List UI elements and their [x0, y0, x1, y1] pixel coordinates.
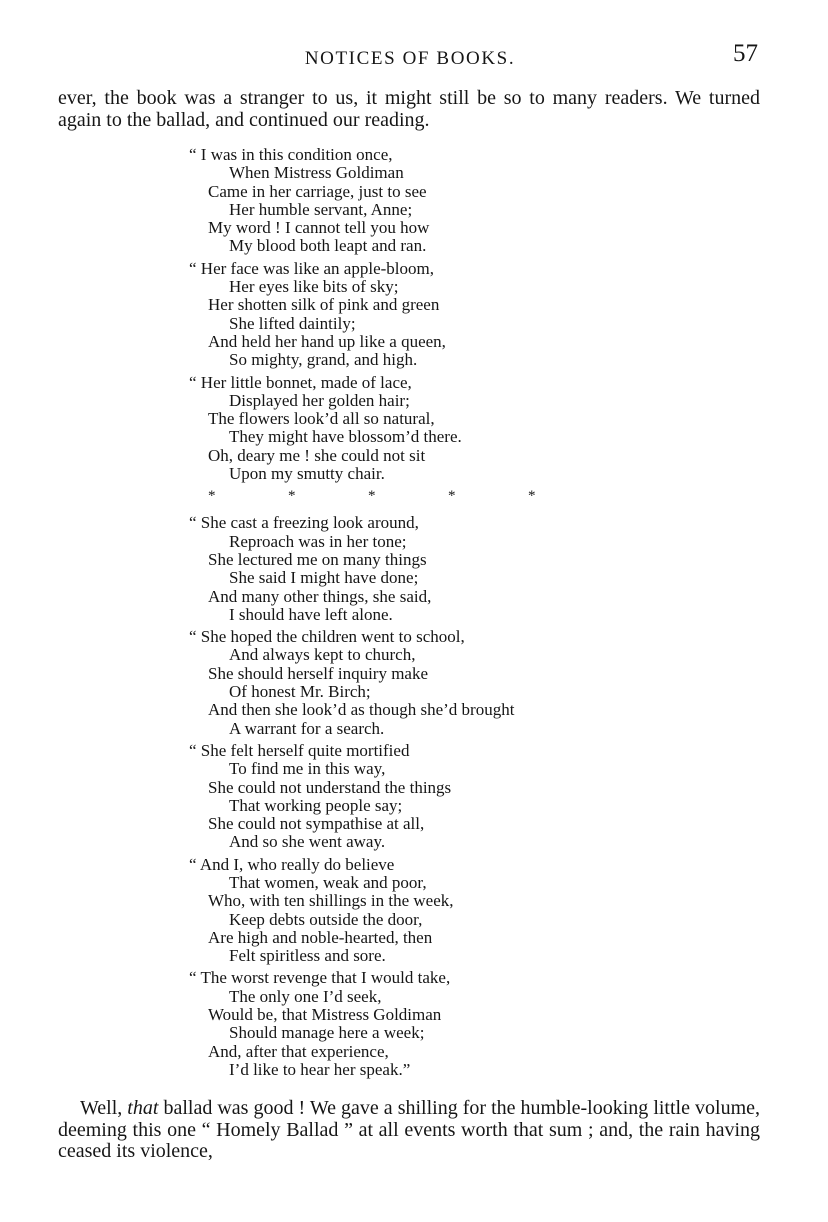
stanza-2 — [186, 260, 656, 370]
stanza-8 — [186, 969, 656, 1079]
poem-line: Are high and noble-hearted, then — [208, 927, 433, 947]
page-header — [60, 40, 760, 74]
poem-line: Felt spiritless and sore. — [229, 946, 386, 966]
poem-line: And many other things, she said, — [208, 586, 432, 606]
emphasized-word: that — [127, 1097, 159, 1119]
poem-line: The flowers look’d all so natural, — [208, 409, 435, 429]
poem-line: Came in her carriage, just to see — [208, 181, 427, 201]
poem-line: Should manage here a week; — [229, 1023, 425, 1043]
poem-line: Who, with ten shillings in the week, — [208, 891, 454, 911]
poem-line: “ She hoped the children went to school, — [189, 627, 465, 647]
poem-line: And, after that experience, — [208, 1041, 389, 1061]
star-ornament: * — [288, 488, 296, 505]
star-ornament: * — [528, 488, 536, 505]
poem-line: She said I might have done; — [229, 568, 419, 588]
poem-line: Her humble servant, Anne; — [229, 199, 413, 219]
poem-line: She should herself inquiry make — [208, 663, 429, 683]
poem-line: And held her hand up like a queen, — [208, 331, 446, 351]
poem-line: “ Her little bonnet, made of lace, — [189, 372, 412, 392]
poem-line: “ The worst revenge that I would take, — [189, 968, 451, 988]
poem-line: She lectured me on many things — [208, 549, 427, 569]
poem-line: “ She cast a freezing look around, — [189, 513, 419, 533]
poem-line: Her eyes like bits of sky; — [229, 277, 399, 297]
poem-line: So mighty, grand, and high. — [229, 350, 418, 370]
prose-text: Well, — [80, 1097, 128, 1119]
poem-line: They might have blossom’d there. — [229, 427, 462, 447]
stanza-7 — [186, 856, 656, 966]
page-number: 57 — [733, 40, 758, 67]
stanza-5 — [186, 628, 656, 738]
poem-line: Displayed her golden hair; — [229, 390, 410, 410]
poem-line: That women, weak and poor, — [229, 872, 427, 892]
poem-line: Oh, deary me ! she could not sit — [208, 445, 426, 465]
poem-line: I should have left alone. — [229, 604, 393, 624]
poem-line: Keep debts outside the door, — [229, 909, 423, 929]
poem-line: When Mistress Goldiman — [229, 163, 404, 183]
poem-line: Reproach was in her tone; — [229, 531, 407, 551]
prose-paragraph-top: ever, the book was a stranger to us, it might still be so to many readers. We turned again to the ballad, and continued our reading. — [58, 87, 760, 131]
poem-line: “ Her face was like an apple-bloom, — [189, 258, 434, 278]
stanza-3 — [186, 374, 656, 484]
poem-line: “ And I, who really do believe — [189, 854, 395, 874]
poem-line: She could not sympathise at all, — [208, 814, 425, 834]
poem-line: The only one I’d seek, — [229, 986, 382, 1006]
poem-line: She lifted daintily; — [229, 313, 356, 333]
poem-line: My blood both leapt and ran. — [229, 236, 427, 256]
poem-line: I’d like to hear her speak.” — [229, 1059, 411, 1079]
poem-line: And so she went away. — [229, 832, 386, 852]
poem-line: A warrant for a search. — [229, 718, 385, 738]
poem-line: And always kept to church, — [229, 645, 416, 665]
running-head: NOTICES OF BOOKS. — [304, 48, 516, 69]
star-ornament: * — [448, 488, 456, 505]
poem-line: Upon my smutty chair. — [229, 464, 385, 484]
poem-line: And then she look’d as though she’d brought — [208, 700, 515, 720]
stanza-6 — [186, 742, 656, 852]
poem-line: To find me in this way, — [229, 759, 386, 779]
poem-line: Would be, that Mistress Goldiman — [208, 1005, 442, 1025]
stanza-4 — [186, 514, 656, 624]
poem-line: Of honest Mr. Birch; — [229, 682, 371, 702]
poem-line: “ She felt herself quite mortified — [189, 740, 410, 760]
ballad-poem — [186, 146, 656, 1083]
star-ornament: * — [368, 488, 376, 505]
section-break-stars — [186, 487, 656, 505]
star-ornament: * — [208, 488, 216, 505]
stanza-1 — [186, 146, 656, 256]
poem-line: That working people say; — [229, 795, 403, 815]
prose-text: ballad was good ! We gave a shilling for the humble-looking little volume, deeming this one “ Homely Ballad ” at all events worth that sum ; and, the rain having ceased its violence, — [58, 1097, 761, 1162]
poem-line: She could not understand the things — [208, 777, 452, 797]
poem-line: My word ! I cannot tell you how — [208, 218, 430, 238]
prose-paragraph-bottom — [58, 1098, 760, 1163]
poem-line: Her shotten silk of pink and green — [208, 295, 440, 315]
poem-line: “ I was in this condition once, — [189, 145, 393, 164]
